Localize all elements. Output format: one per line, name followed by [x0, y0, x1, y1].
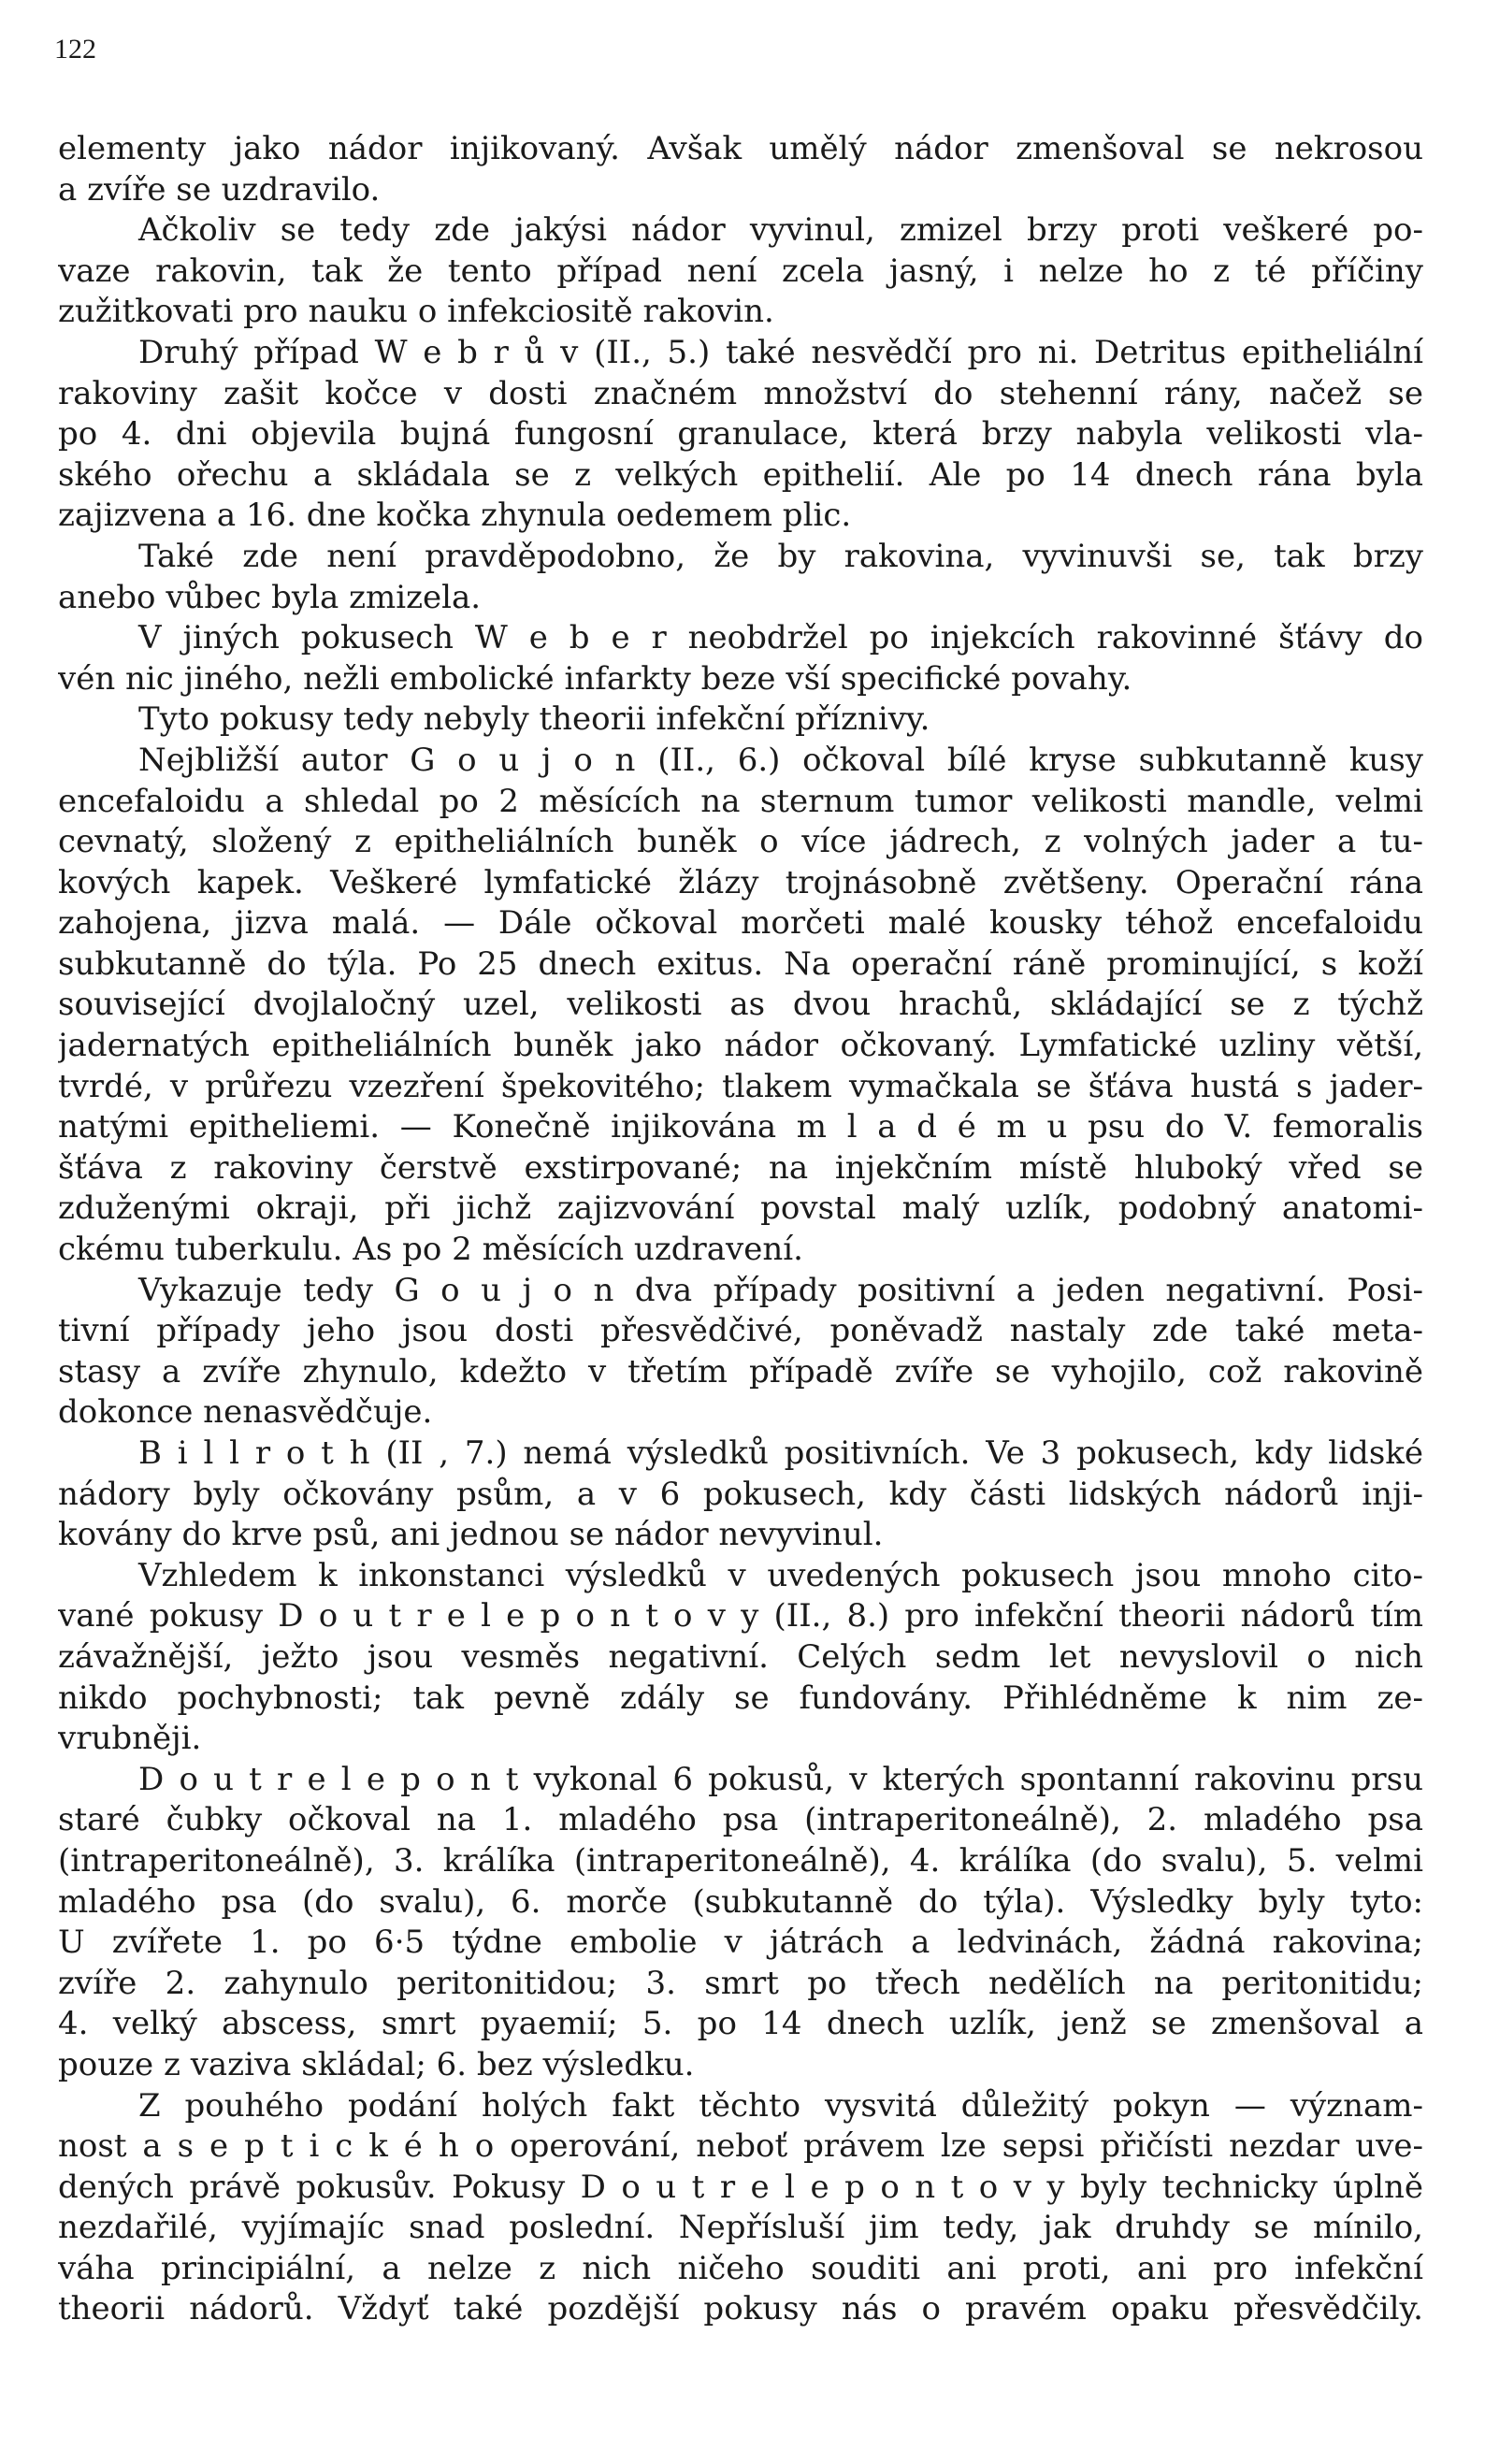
text-body	[58, 129, 1423, 2330]
text-line: D o u t r e l e p o n t vykonal 6 pokusů, v kterých spontanní rakovinu prsu	[138, 1760, 1423, 1798]
text-line: nezdařilé, vyjímajíc snad poslední. Nepřísluší jim tedy, jak druhdy se mínilo,	[58, 2209, 1423, 2247]
text-line: tvrdé, v průřezu vzezření špekovitého; tlakem vymačkala se šťáva hustá s jader-	[58, 1067, 1423, 1105]
text-line: Vzhledem k inkonstanci výsledků v uvedených pokusech jsou mnoho cito-	[138, 1556, 1423, 1594]
text-line: Vykazuje tedy G o u j o n dva případy positivní a jeden negativní. Posi-	[138, 1271, 1423, 1309]
text-line: Z pouhého podání holých fakt těchto vysvitá důležitý pokyn — význam-	[138, 2086, 1423, 2125]
text-line: pouze z vaziva skládal; 6. bez výsledku.	[58, 2045, 695, 2083]
text-line: váha principiální, a nelze z nich ničeho souditi ani proti, ani pro infekční	[58, 2249, 1423, 2287]
text-line: vaze rakovin, tak že tento případ není zcela jasný, i nelze ho z té příčiny	[58, 252, 1423, 290]
text-line: nost a s e p t i c k é h o operování, neboť právem lze sepsi přičísti nezdar uve-	[58, 2127, 1423, 2166]
text-line: šťáva z rakoviny čerstvě exstirpované; na injekčním místě hluboký vřed se	[58, 1148, 1423, 1187]
text-line: zahojena, jizva malá. — Dále očkoval morčeti malé kousky téhož encefaloidu	[58, 904, 1423, 943]
text-line: po 4. dni objevila bujná fungosní granulace, která brzy nabyla velikosti vla-	[58, 415, 1423, 454]
text-line: staré čubky očkoval na 1. mladého psa (intraperitoneálně), 2. mladého psa	[58, 1801, 1423, 1839]
text-line: zduženými okraji, při jichž zajizvování povstal malý uzlík, podobný anatomi-	[58, 1189, 1423, 1228]
text-line: závažnější, ježto jsou vesměs negativní. Celých sedm let nevyslovil o nich	[58, 1637, 1423, 1676]
text-line: dených právě pokusův. Pokusy D o u t r e l e p o n t o v y byly technicky úplně	[58, 2168, 1423, 2206]
text-line: související dvojlaločný uzel, velikosti as dvou hrachů, skládající se z týchž	[58, 986, 1423, 1024]
text-line: kovány do krve psů, ani jednou se nádor nevyvinul.	[58, 1516, 884, 1554]
text-line: subkutanně do týla. Po 25 dnech exitus. Na operační ráně prominující, s koží	[58, 944, 1423, 983]
text-line: nádory byly očkovány psům, a v 6 pokusech, kdy části lidských nádorů inji-	[58, 1475, 1423, 1513]
text-line: mladého psa (do svalu), 6. morče (subkutanně do týla). Výsledky byly tyto:	[58, 1882, 1423, 1921]
text-line: tivní případy jeho jsou dosti přesvědčivé, poněvadž nastaly zde také meta-	[58, 1312, 1423, 1350]
text-line: ckému tuberkulu. As po 2 měsících uzdravení.	[58, 1231, 803, 1269]
text-line: theorii nádorů. Vždyť také pozdější pokusy nás o pravém opaku přesvědčily.	[58, 2290, 1423, 2328]
text-line: Nejbližší autor G o u j o n (II., 6.) očkoval bílé kryse subkutanně kusy	[138, 741, 1423, 779]
text-line: zvíře 2. zahynulo peritonitidou; 3. smrt po třech nedělích na peritonitidu;	[58, 1964, 1423, 2002]
text-line: B i l l r o t h (II , 7.) nemá výsledků positivních. Ve 3 pokusech, kdy lidské	[138, 1434, 1423, 1472]
text-line: nikdo pochybnosti; tak pevně zdály se fundovány. Přihlédněme k nim ze-	[58, 1679, 1423, 1717]
text-line: 4. velký abscess, smrt pyaemií; 5. po 14 dnech uzlík, jenž se zmenšoval a	[58, 2005, 1423, 2043]
text-line: Tyto pokusy tedy nebyly theorii infekční příznivy.	[138, 700, 930, 739]
text-line: zužitkovati pro nauku o infekciositě rakovin.	[58, 293, 774, 331]
text-line: anebo vůbec byla zmizela.	[58, 578, 482, 616]
text-line: jadernatých epitheliálních buněk jako nádor očkovaný. Lymfatické uzliny větší,	[58, 1027, 1423, 1065]
text-line: vén nic jiného, nežli embolické infarkty beze vší specifické povahy.	[58, 659, 1132, 698]
text-line: rakoviny zašit kočce v dosti značném množství do stehenní rány, načež se	[58, 374, 1423, 412]
text-line: Druhý případ W e b r ů v (II., 5.) také nesvědčí pro ni. Detritus epitheliální	[138, 333, 1423, 371]
text-line: ského ořechu a skládala se z velkých epithelií. Ale po 14 dnech rána byla	[58, 455, 1423, 494]
text-line: kových kapek. Veškeré lymfatické žlázy trojnásobně zvětšeny. Operační rána	[58, 863, 1423, 901]
text-line: stasy a zvíře zhynulo, kdežto v třetím případě zvíře se vyhojilo, což rakovině	[58, 1352, 1423, 1391]
text-line: elementy jako nádor injikovaný. Avšak umělý nádor zmenšoval se nekrosou	[58, 130, 1423, 167]
text-line: (intraperitoneálně), 3. králíka (intraperitoneálně), 4. králíka (do svalu), 5. velmi	[58, 1841, 1423, 1880]
text-line: dokonce nenasvědčuje.	[58, 1393, 433, 1432]
text-line: a zvíře se uzdravilo.	[58, 170, 381, 209]
text-line: zajizvena a 16. dne kočka zhynula oedemem plic.	[58, 497, 852, 535]
text-line: Ačkoliv se tedy zde jakýsi nádor vyvinul, zmizel brzy proti veškeré po-	[138, 211, 1423, 250]
text-line: encefaloidu a shledal po 2 měsících na sternum tumor velikosti mandle, velmi	[58, 782, 1423, 820]
text-line: vané pokusy D o u t r e l e p o n t o v y (II., 8.) pro infekční theorii nádorů tím	[58, 1597, 1423, 1635]
text-line: V jiných pokusech W e b e r neobdržel po injekcích rakovinné šťávy do	[138, 619, 1423, 657]
text-line: cevnatý, složený z epitheliálních buněk o více jádrech, z volných jader a tu-	[58, 823, 1423, 861]
page-number: 122	[54, 34, 96, 65]
text-line: U zvířete 1. po 6·5 týdne embolie v játrách a ledvinách, žádná rakovina;	[58, 1924, 1423, 1962]
text-line: natými epitheliemi. — Konečně injikována m l a d é m u psu do V. femoralis	[58, 1108, 1423, 1146]
text-line: Také zde není pravděpodobno, že by rakovina, vyvinuvši se, tak brzy	[138, 537, 1423, 575]
text-line: vrubněji.	[58, 1720, 202, 1758]
